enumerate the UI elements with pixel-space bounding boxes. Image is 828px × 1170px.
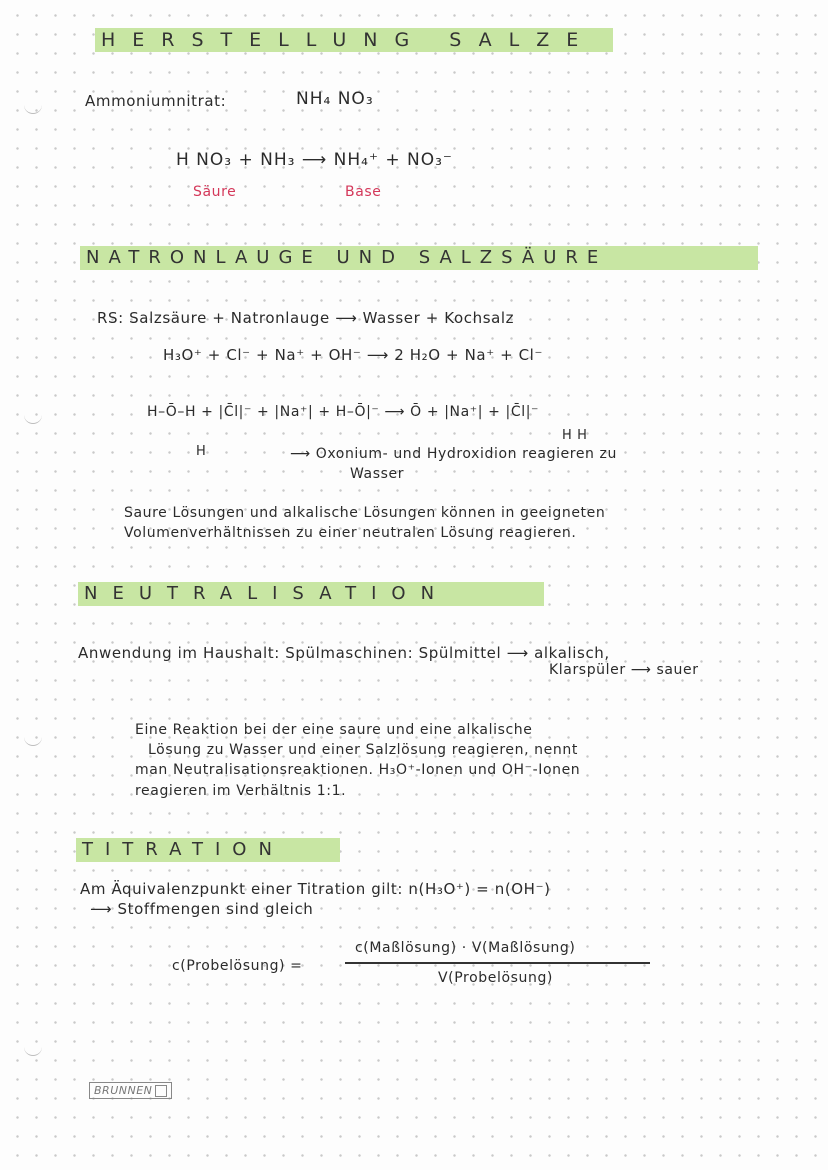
definition-line-4: reagieren im Verhältnis 1:1.: [135, 783, 347, 799]
brand-mark-icon: [155, 1085, 167, 1097]
formula-denominator: V(Probelösung): [438, 970, 553, 986]
definition-line-2: Lösung zu Wasser und einer Salzlösung reagieren, nennt: [148, 742, 578, 758]
aequivalenz-line-2: ⟶ Stoffmengen sind gleich: [90, 900, 314, 918]
formula-numerator: c(Maßlösung) · V(Maßlösung): [355, 940, 576, 956]
lewis-equation: H–Ō–H + |C̄l|⁻ + |Na⁺| + H–Ō|⁻ ⟶ Ō + |Na⁺| + |C̄l|⁻: [147, 404, 539, 420]
formula-left: c(Probelösung) =: [172, 958, 303, 974]
heading-neutralisation: NEUTRALISATION: [78, 582, 544, 606]
binder-hole: [24, 414, 42, 424]
brand-text: BRUNNEN: [94, 1084, 153, 1097]
reaction-equation: H NO₃ + NH₃ ⟶ NH₄⁺ + NO₃⁻: [176, 150, 453, 170]
statement-line-1: Saure Lösungen und alkalische Lösungen können in geeigneten: [124, 505, 606, 521]
ion-equation: H₃O⁺ + Cl⁻ + Na⁺ + OH⁻ ⟶ 2 H₂O + Na⁺ + Cl⁻: [163, 346, 543, 364]
lewis-h-below: H: [196, 444, 207, 459]
binder-hole: [24, 104, 42, 114]
rs-line: RS: Salzsäure + Natronlauge ⟶ Wasser + Kochsalz: [97, 309, 515, 327]
wasser-label: Wasser: [350, 466, 405, 482]
heading-titration: TITRATION: [76, 838, 340, 862]
brand-logo: [89, 1082, 172, 1099]
saeure-label: Säure: [193, 184, 237, 200]
statement-line-2: Volumenverhältnissen zu einer neutralen Lösung reagieren.: [124, 525, 577, 541]
binder-hole: [24, 736, 42, 746]
anwendung-line-1: Anwendung im Haushalt: Spülmaschinen: Spülmittel ⟶ alkalisch,: [78, 644, 610, 662]
aequivalenz-line-1: Am Äquivalenzpunkt einer Titration gilt: n(H₃O⁺) = n(OH⁻): [80, 880, 551, 898]
definition-line-3: man Neutralisationsreaktionen. H₃O⁺-Ionen und OH⁻-Ionen: [135, 762, 581, 778]
definition-line-1: Eine Reaktion bei der eine saure und eine alkalische: [135, 722, 533, 738]
oxonium-line: ⟶ Oxonium- und Hydroxidion reagieren zu: [290, 446, 617, 462]
anwendung-line-2: Klarspüler ⟶ sauer: [549, 662, 699, 678]
lewis-h-water: H H: [562, 428, 588, 443]
ammonium-label: Ammoniumnitrat:: [85, 92, 227, 110]
base-label: Base: [345, 184, 382, 200]
fraction-line: [345, 962, 650, 964]
heading-herstellung: HERSTELLUNG SALZE: [95, 28, 613, 52]
ammonium-formula: NH₄ NO₃: [296, 89, 374, 109]
binder-hole: [24, 1046, 42, 1056]
heading-natronlauge: NATRONLAUGE UND SALZSÄURE: [80, 246, 758, 270]
